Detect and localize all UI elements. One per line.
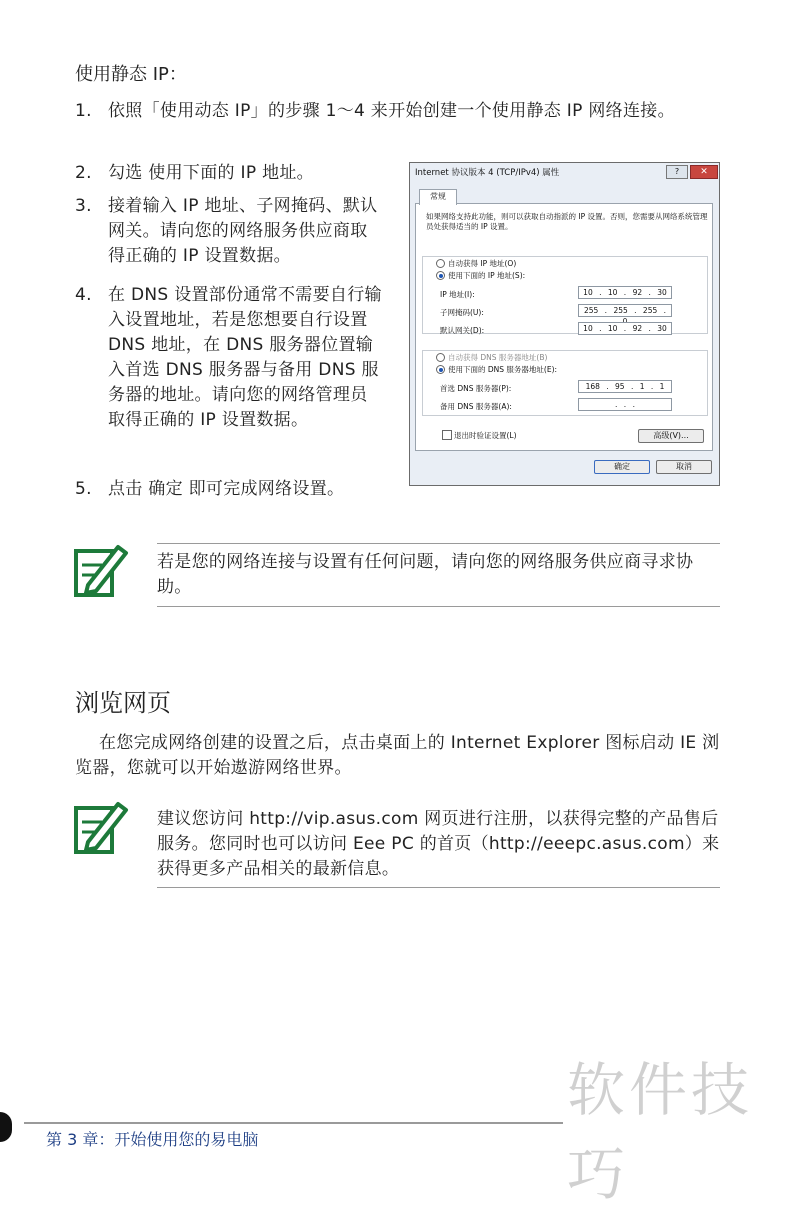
step-text: 在 DNS 设置部份通常不需要自行输入设置地址，若是您想要自行设置 DNS 地址，在 DNS 服务器位置输入首选 DNS 服务器与备用 DNS 服务器的地址。请向您的网络管理员取得正确的 IP 设置数据。 [108, 285, 382, 430]
note-bottom-rule [157, 606, 720, 607]
auto-ip-radio[interactable] [436, 259, 445, 268]
step-number: 3. [75, 196, 92, 216]
preferred-dns-label: 首选 DNS 服务器(P): [440, 384, 512, 393]
tab-general[interactable]: 常规 [419, 189, 457, 205]
cancel-button[interactable]: 取消 [656, 460, 712, 474]
auto-ip-label: 自动获得 IP 地址(O) [448, 259, 517, 268]
alternate-dns-field[interactable]: . . . [578, 398, 672, 411]
validate-label: 退出时验证设置(L) [454, 431, 517, 440]
footer-chapter-text: 第 3 章：开始使用您的易电脑 [46, 1130, 259, 1149]
step-number: 4. [75, 285, 92, 305]
subnet-mask-label: 子网掩码(U): [440, 308, 484, 317]
dialog-description: 如果网络支持此功能，则可以获取自动指派的 IP 设置。否则，您需要从网络系统管理员处获得适当的 IP 设置。 [426, 212, 708, 231]
gateway-label: 默认网关(D): [440, 326, 485, 335]
tcpip-properties-dialog [409, 162, 720, 486]
step-number: 5. [75, 479, 92, 499]
dialog-panel [415, 203, 713, 451]
note-top-rule [157, 543, 720, 544]
use-dns-radio[interactable] [436, 365, 445, 374]
ip-address-label: IP 地址(I): [440, 290, 475, 299]
use-ip-radio[interactable] [436, 271, 445, 280]
section-title: 浏览网页 [75, 689, 171, 717]
step-text: 依照「使用动态 IP」的步骤 1～4 来开始创建一个使用静态 IP 网络连接。 [108, 101, 675, 121]
footer-rule [24, 1122, 563, 1124]
auto-dns-label: 自动获得 DNS 服务器地址(B) [448, 353, 548, 362]
validate-checkbox[interactable] [442, 430, 452, 440]
step-text: 勾选 使用下面的 IP 地址。 [108, 163, 314, 183]
help-button[interactable]: ? [666, 165, 688, 179]
note-bottom-rule [157, 887, 720, 888]
note-pencil-icon [74, 800, 130, 856]
preferred-dns-field[interactable]: 168 . 95 . 1 . 1 [578, 380, 672, 393]
dialog-title: Internet 协议版本 4 (TCP/IPv4) 属性 [415, 168, 560, 178]
ip-address-field[interactable]: 10 . 10 . 92 . 30 [578, 286, 672, 299]
step-number: 2. [75, 163, 92, 183]
ok-button[interactable]: 确定 [594, 460, 650, 474]
step-text: 接着输入 IP 地址、子网掩码、默认网关。请向您的网络服务供应商取得正确的 IP 设置数据。 [108, 196, 378, 266]
gateway-field[interactable]: 10 . 10 . 92 . 30 [578, 322, 672, 335]
step-text: 点击 确定 即可完成网络设置。 [108, 479, 345, 499]
subnet-mask-field[interactable]: 255 . 255 . 255 . [578, 304, 672, 317]
alternate-dns-label: 备用 DNS 服务器(A): [440, 402, 512, 411]
close-button[interactable]: ✕ [690, 165, 718, 179]
watermark: 软件技巧 [567, 1056, 754, 1208]
body-paragraph: 在您完成网络创建的设置之后，点击桌面上的 Internet Explorer 图标启动 IE 浏览器，您就可以开始遨游网络世界。 [75, 733, 720, 778]
step-number: 1. [75, 101, 92, 121]
auto-dns-radio[interactable] [436, 353, 445, 362]
page-heading: 使用静态 IP： [75, 64, 187, 85]
note-text: 若是您的网络连接与设置有任何问题，请向您的网络服务供应商寻求协助。 [157, 552, 694, 597]
advanced-button[interactable]: 高级(V)... [638, 429, 704, 443]
note-pencil-icon [74, 543, 130, 599]
use-dns-label: 使用下面的 DNS 服务器地址(E): [448, 365, 558, 374]
use-ip-label: 使用下面的 IP 地址(S): [448, 271, 526, 280]
page-corner-tab [0, 1112, 12, 1142]
note-text: 建议您访问 http://vip.asus.com 网页进行注册，以获得完整的产品售后服务。您同时也可以访问 Eee PC 的首页（http://eeepc.asus.com）来获得更多产品相关的最新信息。 [157, 809, 720, 879]
